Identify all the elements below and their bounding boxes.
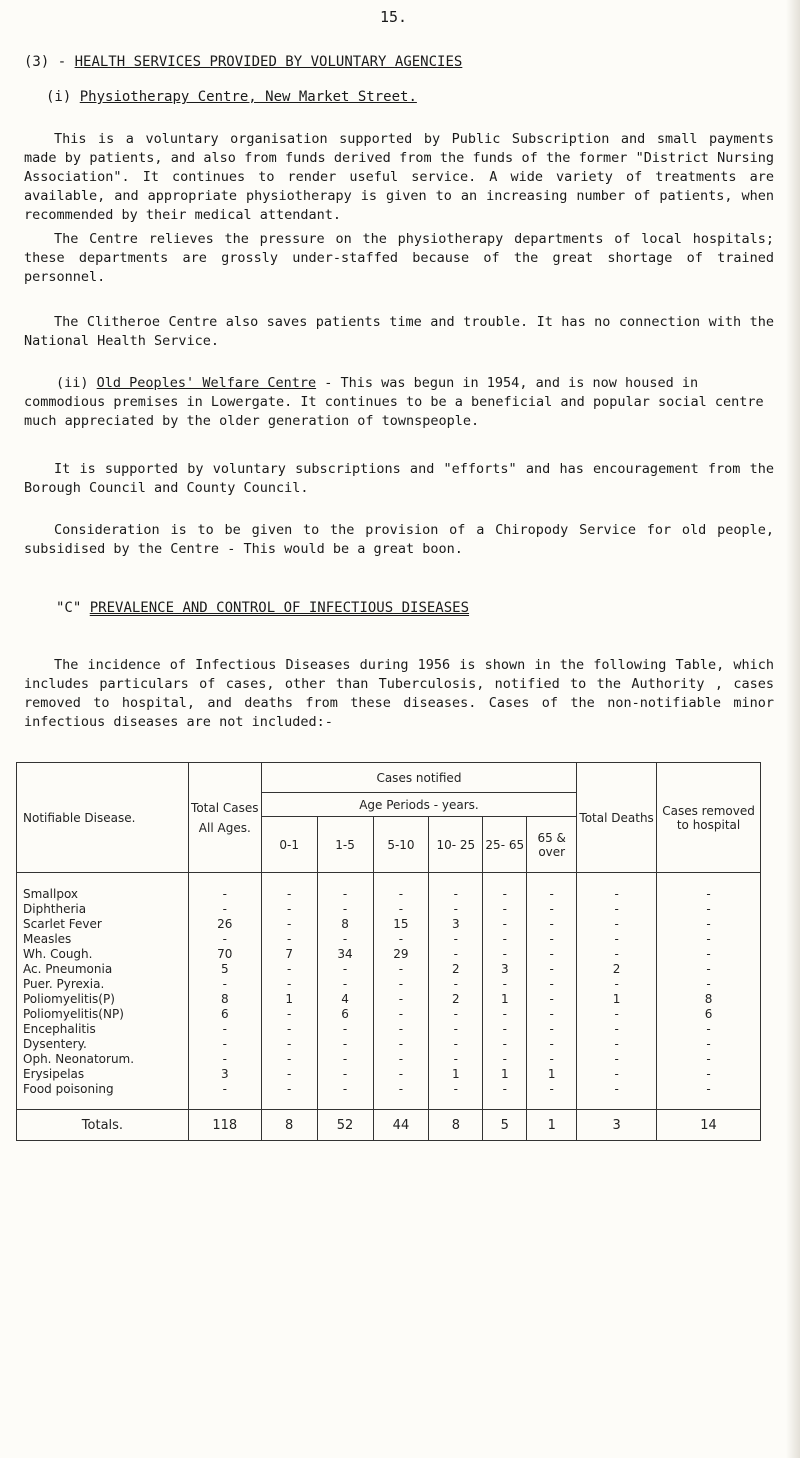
disease-name: Encephalitis: [17, 1022, 189, 1037]
header-cases-notified: Cases notified: [261, 763, 576, 793]
table-row: [17, 1082, 761, 1110]
header-age-10-25: 10- 25: [429, 817, 483, 873]
header-age-65-over: 65 & over: [527, 817, 577, 873]
age-25-65: -: [483, 1052, 527, 1067]
age-0-1: -: [261, 917, 317, 932]
welfare-paragraph-2: It is supported by voluntary subscriptions and "efforts" and has encouragement from the Borough Council and County Council.: [24, 461, 774, 496]
removed-to-hospital: -: [657, 1052, 761, 1067]
header-age-periods: Age Periods - years.: [261, 793, 576, 817]
age-65-over: -: [527, 1037, 577, 1052]
totals-age-5-10: 44: [373, 1110, 429, 1141]
totals-age-25-65: 5: [483, 1110, 527, 1141]
age-65-over: -: [527, 1022, 577, 1037]
age-10-25: -: [429, 947, 483, 962]
section-3-heading: [24, 54, 462, 70]
section-c-title: PREVALENCE AND CONTROL OF INFECTIOUS DISEASES: [89, 600, 470, 616]
age-5-10: -: [373, 1082, 429, 1110]
total-deaths: -: [577, 873, 657, 903]
infectious-diseases-table: [16, 762, 761, 1141]
table-row: [17, 1037, 761, 1052]
total-deaths: -: [577, 1007, 657, 1022]
total-deaths: 1: [577, 992, 657, 1007]
age-0-1: -: [261, 902, 317, 917]
total-deaths: -: [577, 977, 657, 992]
total-cases: -: [188, 977, 261, 992]
age-0-1: -: [261, 977, 317, 992]
header-total-deaths: Total Deaths: [577, 763, 657, 873]
disease-name: Measles: [17, 932, 189, 947]
table-row: [17, 962, 761, 977]
age-1-5: 34: [317, 947, 373, 962]
age-65-over: -: [527, 992, 577, 1007]
age-65-over: -: [527, 947, 577, 962]
age-0-1: -: [261, 962, 317, 977]
age-0-1: -: [261, 1052, 317, 1067]
age-10-25: -: [429, 932, 483, 947]
age-1-5: -: [317, 1022, 373, 1037]
totals-age-65-over: 1: [527, 1110, 577, 1141]
total-deaths: -: [577, 1067, 657, 1082]
disease-name: Wh. Cough.: [17, 947, 189, 962]
welfare-paragraph-3: Consideration is to be given to the provision of a Chiropody Service for old people, subsidised by the Centre - This would be a great boon.: [24, 522, 774, 557]
age-5-10: -: [373, 932, 429, 947]
age-65-over: -: [527, 962, 577, 977]
section-c-label: "C": [56, 600, 82, 616]
total-cases: 5: [188, 962, 261, 977]
disease-name: Puer. Pyrexia.: [17, 977, 189, 992]
header-age-0-1: 0-1: [261, 817, 317, 873]
total-cases: 8: [188, 992, 261, 1007]
age-0-1: -: [261, 1022, 317, 1037]
age-5-10: -: [373, 992, 429, 1007]
total-cases: -: [188, 873, 261, 903]
table-body: [17, 873, 761, 1141]
age-1-5: -: [317, 873, 373, 903]
age-65-over: -: [527, 1082, 577, 1110]
total-cases: 6: [188, 1007, 261, 1022]
sub-i-number: (i): [46, 89, 72, 105]
age-25-65: -: [483, 1082, 527, 1110]
removed-to-hospital: -: [657, 902, 761, 917]
header-all-ages: All Ages.: [198, 820, 251, 835]
total-cases: 70: [188, 947, 261, 962]
total-cases: 3: [188, 1067, 261, 1082]
page-edge-shadow: [786, 0, 800, 1458]
age-0-1: -: [261, 1007, 317, 1022]
age-10-25: 1: [429, 1067, 483, 1082]
age-65-over: -: [527, 902, 577, 917]
age-5-10: -: [373, 902, 429, 917]
header-age-5-10: 5-10: [373, 817, 429, 873]
disease-name: Smallpox: [17, 873, 189, 903]
age-5-10: -: [373, 1052, 429, 1067]
age-5-10: -: [373, 873, 429, 903]
removed-to-hospital: 8: [657, 992, 761, 1007]
age-65-over: -: [527, 873, 577, 903]
section-3-number: (3) -: [24, 54, 67, 70]
removed-to-hospital: -: [657, 932, 761, 947]
table-row: [17, 1007, 761, 1022]
age-10-25: -: [429, 1022, 483, 1037]
total-deaths: -: [577, 1052, 657, 1067]
age-25-65: -: [483, 1037, 527, 1052]
removed-to-hospital: -: [657, 1082, 761, 1110]
table-row: [17, 977, 761, 992]
age-25-65: 1: [483, 1067, 527, 1082]
table-row: [17, 902, 761, 917]
physiotherapy-paragraph-2: The Centre relieves the pressure on the physiotherapy departments of local hospitals; these departments are grossly under-staffed because of the great shortage of trained personnel.: [24, 231, 774, 285]
age-65-over: -: [527, 917, 577, 932]
disease-name: Dysentery.: [17, 1037, 189, 1052]
total-cases: -: [188, 1037, 261, 1052]
age-25-65: 1: [483, 992, 527, 1007]
removed-to-hospital: -: [657, 873, 761, 903]
physiotherapy-paragraph-3: The Clitheroe Centre also saves patients time and trouble. It has no connection with the National Health Service.: [24, 314, 774, 349]
disease-name: Food poisoning: [17, 1082, 189, 1110]
age-10-25: -: [429, 977, 483, 992]
age-10-25: -: [429, 1007, 483, 1022]
totals-label: Totals.: [17, 1110, 189, 1141]
age-0-1: 7: [261, 947, 317, 962]
total-cases: 26: [188, 917, 261, 932]
total-deaths: -: [577, 947, 657, 962]
total-deaths: -: [577, 1082, 657, 1110]
age-1-5: -: [317, 902, 373, 917]
sub-ii-text: - This was begun in 1954, and is now housed in commodious premises in Lowergate. It continues to be a beneficial and popular social centre much appreciated by the older generation of townspeople.: [24, 375, 764, 429]
sub-i-title: Physiotherapy Centre, New Market Street.: [79, 89, 417, 105]
total-cases: -: [188, 932, 261, 947]
total-deaths: -: [577, 1037, 657, 1052]
age-10-25: 3: [429, 917, 483, 932]
age-1-5: -: [317, 1067, 373, 1082]
totals-age-10-25: 8: [429, 1110, 483, 1141]
removed-to-hospital: -: [657, 962, 761, 977]
age-1-5: -: [317, 1037, 373, 1052]
age-5-10: -: [373, 1022, 429, 1037]
total-cases: -: [188, 1082, 261, 1110]
totals-age-0-1: 8: [261, 1110, 317, 1141]
age-10-25: -: [429, 1037, 483, 1052]
removed-to-hospital: -: [657, 977, 761, 992]
disease-name: Erysipelas: [17, 1067, 189, 1082]
table-row: [17, 1022, 761, 1037]
age-25-65: -: [483, 977, 527, 992]
disease-name: Diphtheria: [17, 902, 189, 917]
age-25-65: -: [483, 1022, 527, 1037]
age-1-5: 4: [317, 992, 373, 1007]
totals-cases: 118: [188, 1110, 261, 1141]
disease-name: Ac. Pneumonia: [17, 962, 189, 977]
disease-name: Poliomyelitis(NP): [17, 1007, 189, 1022]
total-deaths: -: [577, 917, 657, 932]
totals-deaths: 3: [577, 1110, 657, 1141]
age-5-10: -: [373, 1007, 429, 1022]
age-5-10: -: [373, 977, 429, 992]
total-cases: -: [188, 1052, 261, 1067]
header-age-1-5: 1-5: [317, 817, 373, 873]
section-c-heading: [56, 600, 469, 616]
removed-to-hospital: -: [657, 947, 761, 962]
age-5-10: -: [373, 1067, 429, 1082]
age-65-over: -: [527, 932, 577, 947]
table-row: [17, 873, 761, 903]
header-notifiable-disease: Notifiable Disease.: [17, 763, 189, 873]
age-10-25: -: [429, 1052, 483, 1067]
physiotherapy-paragraph-1: This is a voluntary organisation supported by Public Subscription and small payments made by patients, and also from funds derived from the funds of the former "District Nursing Association". It continues to render useful service. A wide variety of treatments are available, and appropriate physiotherapy is given to an increasing number of patients, when recommended by their medical attendant.: [24, 131, 774, 223]
old-peoples-welfare-paragraph: [24, 374, 774, 431]
infectious-diseases-intro: The incidence of Infectious Diseases during 1956 is shown in the following Table, which includes particulars of cases, other than Tuberculosis, notified to the Authority , cases removed to hospital, and deaths from these diseases. Cases of the non-notifiable minor infectious diseases are not included:-: [24, 657, 774, 730]
removed-to-hospital: 6: [657, 1007, 761, 1022]
age-5-10: -: [373, 962, 429, 977]
header-age-25-65: 25- 65: [483, 817, 527, 873]
age-10-25: -: [429, 902, 483, 917]
age-0-1: -: [261, 1082, 317, 1110]
age-65-over: -: [527, 977, 577, 992]
age-0-1: -: [261, 932, 317, 947]
table-row: [17, 1052, 761, 1067]
age-0-1: -: [261, 873, 317, 903]
age-1-5: -: [317, 977, 373, 992]
age-65-over: 1: [527, 1067, 577, 1082]
disease-name: Scarlet Fever: [17, 917, 189, 932]
age-1-5: 6: [317, 1007, 373, 1022]
age-1-5: 8: [317, 917, 373, 932]
total-deaths: -: [577, 932, 657, 947]
table-row: [17, 947, 761, 962]
total-cases: -: [188, 1022, 261, 1037]
header-total-cases-all-ages: [188, 763, 261, 873]
section-3-title: HEALTH SERVICES PROVIDED BY VOLUNTARY AGENCIES: [74, 54, 463, 70]
age-1-5: -: [317, 1052, 373, 1067]
age-25-65: -: [483, 917, 527, 932]
table-row: [17, 1067, 761, 1082]
removed-to-hospital: -: [657, 917, 761, 932]
age-25-65: -: [483, 873, 527, 903]
age-25-65: -: [483, 902, 527, 917]
removed-to-hospital: -: [657, 1022, 761, 1037]
table-row: [17, 932, 761, 947]
removed-to-hospital: -: [657, 1037, 761, 1052]
total-cases: -: [188, 902, 261, 917]
age-10-25: 2: [429, 992, 483, 1007]
physiotherapy-heading: [46, 89, 417, 105]
age-25-65: -: [483, 1007, 527, 1022]
age-5-10: 29: [373, 947, 429, 962]
sub-ii-title: Old Peoples' Welfare Centre: [96, 375, 317, 391]
table-row: [17, 917, 761, 932]
age-10-25: 2: [429, 962, 483, 977]
total-deaths: -: [577, 1022, 657, 1037]
disease-name: Oph. Neonatorum.: [17, 1052, 189, 1067]
header-removed-to-hospital: Cases removed to hospital: [657, 763, 761, 873]
totals-age-1-5: 52: [317, 1110, 373, 1141]
age-0-1: -: [261, 1067, 317, 1082]
age-25-65: -: [483, 932, 527, 947]
age-10-25: -: [429, 1082, 483, 1110]
age-1-5: -: [317, 932, 373, 947]
age-65-over: -: [527, 1007, 577, 1022]
age-1-5: -: [317, 962, 373, 977]
age-0-1: 1: [261, 992, 317, 1007]
disease-name: Poliomyelitis(P): [17, 992, 189, 1007]
age-5-10: 15: [373, 917, 429, 932]
total-deaths: -: [577, 902, 657, 917]
removed-to-hospital: -: [657, 1067, 761, 1082]
age-25-65: 3: [483, 962, 527, 977]
header-total-cases: Total Cases: [191, 800, 259, 815]
age-5-10: -: [373, 1037, 429, 1052]
age-65-over: -: [527, 1052, 577, 1067]
age-0-1: -: [261, 1037, 317, 1052]
age-25-65: -: [483, 947, 527, 962]
age-10-25: -: [429, 873, 483, 903]
age-1-5: -: [317, 1082, 373, 1110]
totals-row: [17, 1110, 761, 1141]
totals-removed: 14: [657, 1110, 761, 1141]
sub-ii-number: (ii): [56, 375, 89, 391]
total-deaths: 2: [577, 962, 657, 977]
page-number: 15.: [380, 8, 408, 26]
table-row: [17, 992, 761, 1007]
